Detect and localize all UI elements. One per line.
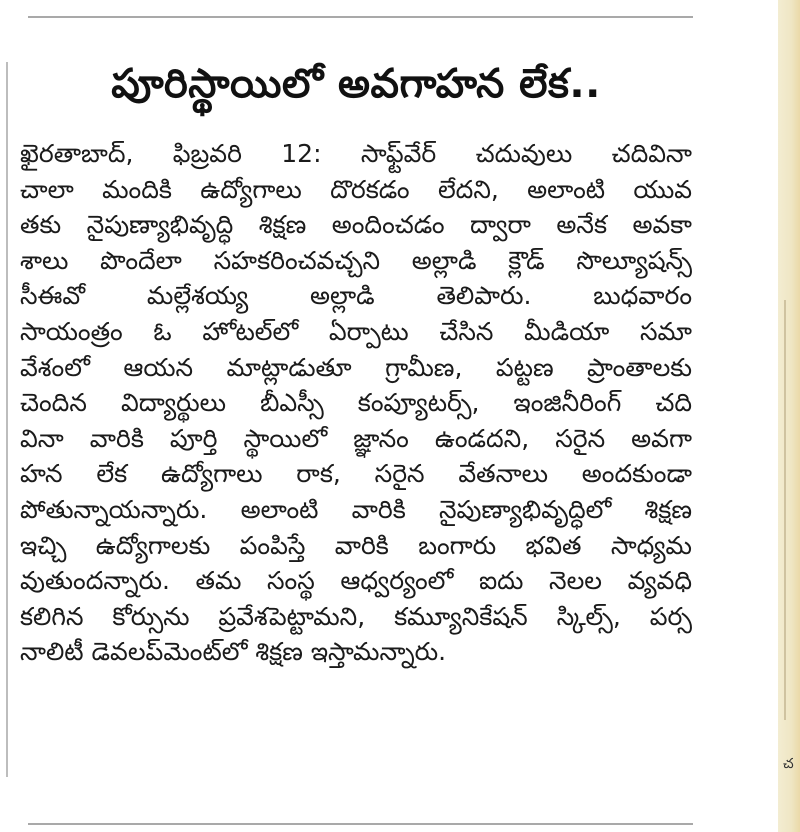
news-article: [20, 40, 692, 670]
article-body-line: ఖైరతాబాద్, ఫిబ్రవరి 12: సాఫ్ట్‌వేర్ చదువులు చదివినా: [20, 139, 692, 168]
article-body-line: నాలిటీ డెవలప్‌మెంట్‌లో శిక్షణ ఇస్తామన్నారు.: [20, 637, 447, 667]
article-body-line: సాయంత్రం ఓ హోటల్‌లో ఏర్పాటు చేసిన మీడియా సమా: [20, 316, 692, 346]
article-body: [20, 136, 692, 670]
left-column-rule: [6, 62, 8, 777]
article-body-line: సీఈవో మల్లేశయ్య అల్లాడి తెలిపారు. బుధవారం: [20, 281, 692, 311]
article-body-line: హన లేక ఉద్యోగాలు రాక, సరైన వేతనాలు అందకుండా: [20, 459, 692, 489]
bottom-divider-line: [28, 823, 693, 825]
article-body-line: శాలు పొందేలా సహకరించవచ్చని అల్లాడి క్లౌడ్ సొల్యూషన్స్: [20, 245, 692, 275]
article-body-line: చాలా మందికి ఉద్యోగాలు దొరకడం లేదని, అలాంటి యువ: [20, 174, 692, 204]
article-body-line: వినా వారికి పూర్తి స్థాయిలో జ్ఞానం ఉండదని, సరైన అవగా: [20, 423, 692, 453]
article-body-line: తకు నైపుణ్యాభివృద్ధి శిక్షణ అందించడం ద్వారా అనేక అవకా: [20, 210, 692, 240]
article-body-line: వుతుందన్నారు. తమ సంస్థ ఆధ్వర్యంలో ఐదు నెలల వ్యవధి: [20, 566, 692, 596]
adjacent-column-text-fragment: చ: [783, 756, 794, 772]
article-body-line: పోతున్నాయన్నారు. అలాంటి వారికి నైపుణ్యాభివృద్ధిలో శిక్షణ: [20, 494, 692, 524]
adjacent-column-rule: [784, 300, 786, 720]
article-headline: పూరిస్థాయిలో అవగాహన లేక..: [111, 61, 601, 107]
adjacent-page-strip: [778, 0, 800, 832]
article-body-line: కలిగిన కోర్సును ప్రవేశపెట్టామని, కమ్యూనికేషన్ స్కిల్స్, పర్స: [20, 601, 692, 631]
article-body-line: ఇచ్చి ఉద్యోగాలకు పంపిస్తే వారికి బంగారు భవిత సాధ్యమ: [20, 530, 692, 560]
article-body-line: చెందిన విద్యార్థులు బీఎస్సీ కంప్యూటర్స్, ఇంజినీరింగ్ చది: [20, 388, 692, 418]
top-divider-line: [28, 16, 693, 18]
article-body-line: వేశంలో ఆయన మాట్లాడుతూ గ్రామీణ, పట్టణ ప్రాంతాలకు: [20, 352, 692, 382]
